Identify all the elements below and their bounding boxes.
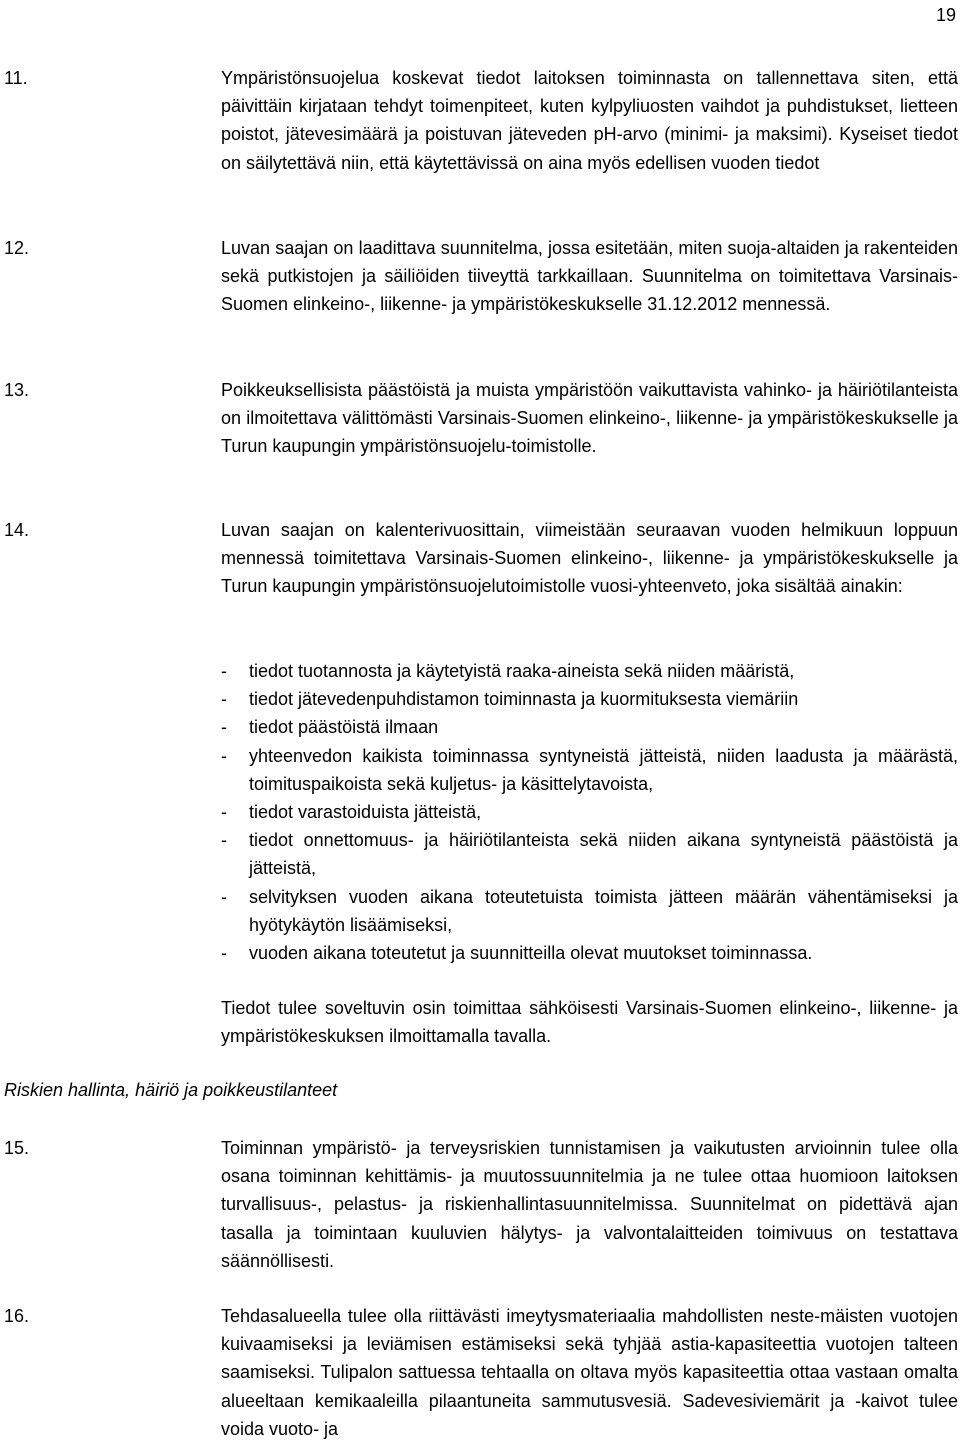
item-number: 11. [4, 68, 28, 88]
item-number: 15. [4, 1138, 30, 1158]
bullet-dash: - [221, 886, 227, 907]
bullet-item [221, 798, 958, 826]
bullet-text: tiedot jätevedenpuhdistamon toiminnasta ja kuormituksesta viemäriin [249, 689, 799, 710]
bullet-dash: - [221, 717, 227, 738]
bullet-item [221, 939, 958, 967]
bullet-dash: - [221, 745, 227, 766]
page-number: 19 [935, 5, 956, 25]
bullet-item [221, 713, 958, 741]
bullet-dash: - [221, 802, 227, 823]
bullet-item [221, 742, 958, 798]
bullet-item [221, 883, 958, 939]
bullet-text: selvityksen vuoden aikana toteutetuista toimista jätteen määrän vähentämiseksi ja hyötykäytön lisäämiseksi, [249, 886, 958, 935]
item-number: 12. [4, 238, 30, 258]
item-number: 13. [4, 380, 30, 400]
bullet-text: tiedot onnettomuus- ja häiriötilanteista sekä niiden aikana syntyneistä päästöistä ja jätteistä, [249, 830, 958, 879]
bullet-text: vuoden aikana toteutetut ja suunnitteilla olevat muutokset toiminnassa. [249, 943, 813, 964]
item-text: Ympäristönsuojelua koskevat tiedot laitoksen toiminnasta on tallennettava siten, että päivittäin kirjataan tehdyt toimenpiteet, kuten kylpyliuosten vaihdot ja puhdistukset, lietteen poistot, jätevesimäärä ja poistuvan jäteveden pH-arvo (minimi- ja maksimi). Kyseiset tiedot on säilytettävä niin, että käytettävissä on aina myös edellisen vuoden tiedot [221, 68, 958, 173]
submission-note: Tiedot tulee soveltuvin osin toimittaa sähköisesti Varsinais-Suomen elinkeino-, liikenne- ja ympäristökeskuksen ilmoittamalla tavalla. [221, 998, 958, 1047]
item-number: 16. [4, 1306, 30, 1326]
item-text: Luvan saajan on kalenterivuosittain, viimeistään seuraavan vuoden helmikuun loppuun mennessä toimitettava Varsinais-Suomen elinkeino-, liikenne- ja ympäristökeskukselle ja Turun kaupungin ympäristönsuojelutoimistolle vuosi-yhteenveto, joka sisältää ainakin: [221, 520, 958, 597]
item-text: Toiminnan ympäristö- ja terveysriskien tunnistamisen ja vaikutusten arvioinnin tulee olla osana toiminnan kehittämis- ja muutossuunnitelmia ja ne tulee ottaa huomioon laitoksen turvallisuus-, pelastus- ja riskienhallintasuunnitelmissa. Suunnitelmat on pidettävä ajan tasalla ja toimintaan kuuluvien hälytys- ja valvontalaitteiden toimivuus on testattava säännöllisesti. [221, 1138, 958, 1271]
bullet-dash: - [221, 661, 227, 681]
bullet-text: tiedot päästöistä ilmaan [249, 717, 439, 738]
section-heading: Riskien hallinta, häiriö ja poikkeustilanteet [4, 1080, 338, 1100]
item-number: 14. [4, 520, 30, 540]
item-text: Luvan saajan on laadittava suunnitelma, jossa esitetään, miten suoja-altaiden ja rakenteiden sekä putkistojen ja säiliöiden tiiveyttä tarkkaillaan. Suunnitelma on toimitettava Varsinais-Suomen elinkeino-, liikenne- ja ympäristökeskukselle 31.12.2012 mennessä. [221, 238, 958, 315]
bullet-text: tiedot varastoiduista jätteistä, [249, 802, 482, 823]
report-contents-list [221, 657, 958, 967]
bullet-item [221, 685, 958, 713]
bullet-item [221, 826, 958, 882]
item-text: Tehdasalueella tulee olla riittävästi imeytysmateriaalia mahdollisten neste-mäisten vuotojen kuivaamiseksi ja leviämisen estämiseksi sekä tyhjää astia-kapasiteettia vuotojen talteen saamiseksi. Tulipalon sattuessa tehtaalla on oltava myös kapasiteettia ottaa vastaan omalta alueeltaan kemikaaleilla pilaantuneita sammutusvesiä. Sadevesiviemärit ja -kaivot tulee voida vuoto- ja [221, 1306, 958, 1439]
bullet-dash: - [221, 689, 227, 710]
bullet-text: yhteenvedon kaikista toiminnassa syntyneistä jätteistä, niiden laadusta ja määrästä, toimituspaikoista sekä kuljetus- ja käsittelytavoista, [249, 745, 958, 794]
bullet-text: tiedot tuotannosta ja käytetyistä raaka-aineista sekä niiden määristä, [249, 661, 795, 681]
bullet-item [221, 657, 958, 685]
bullet-dash: - [221, 943, 227, 964]
item-text: Poikkeuksellisista päästöistä ja muista ympäristöön vaikuttavista vahinko- ja häiriötilanteista on ilmoitettava välittömästi Varsinais-Suomen elinkeino-, liikenne- ja ympäristökeskukselle ja Turun kaupungin ympäristönsuojelu-toimistolle. [221, 380, 958, 457]
bullet-dash: - [221, 830, 227, 851]
